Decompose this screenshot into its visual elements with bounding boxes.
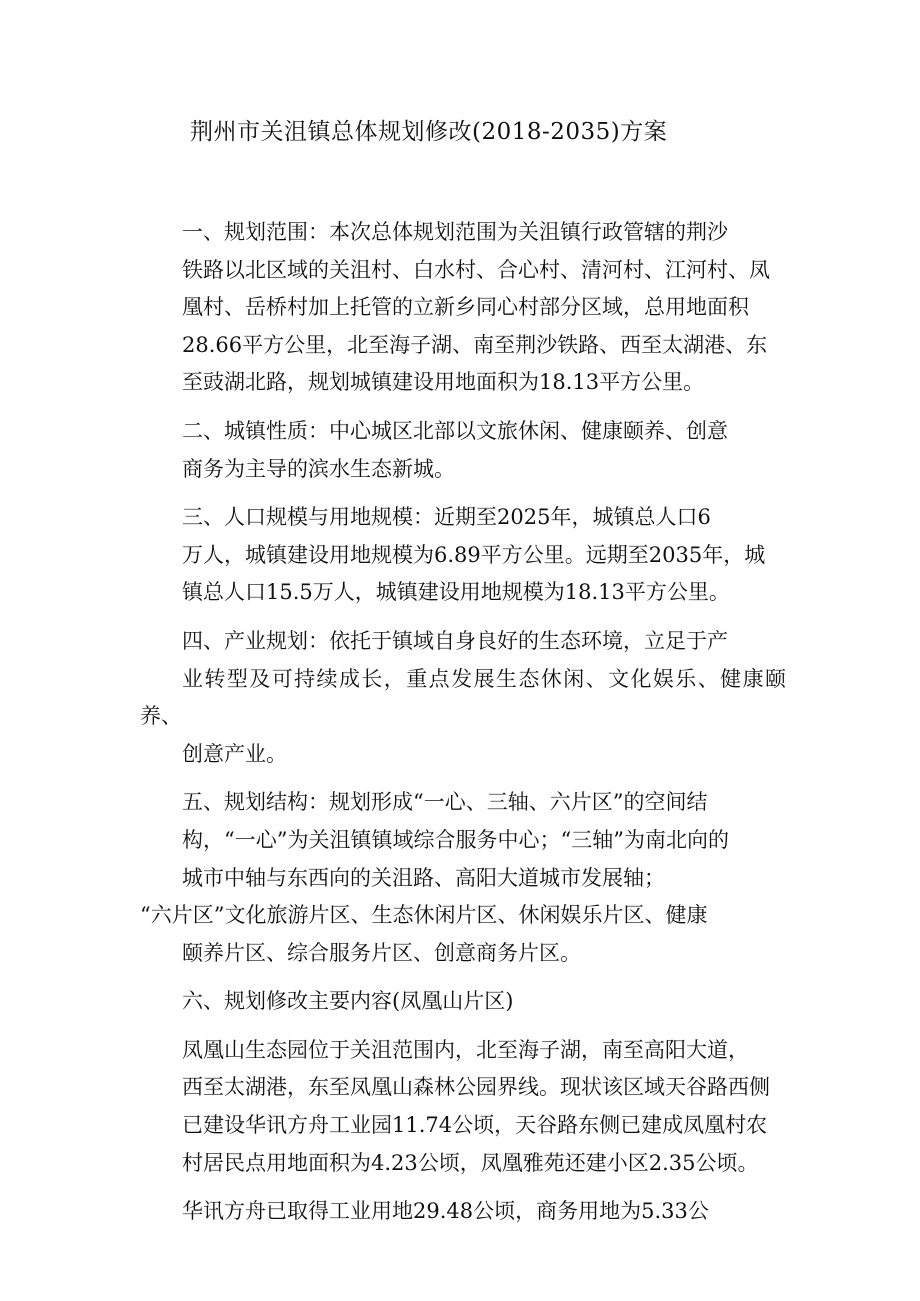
text-line: 城市中轴与东西向的关沮路、高阳大道城市发展轴； [182, 865, 665, 890]
paragraph-planning-structure [140, 784, 786, 972]
paragraph-town-nature [140, 413, 786, 488]
text-line: 四、产业规划：依托于镇域自身良好的生态环境，立足于产 [182, 628, 728, 653]
text-line: 构，“一心”为关沮镇镇域综合服务中心；“三轴”为南北向的 [182, 827, 729, 852]
text-line: 三、人口规模与用地规模：近期至2025年，城镇总人口6 [182, 505, 711, 530]
text-line: “六片区”文化旅游片区、生态休闲片区、休闲娱乐片区、健康 [140, 903, 708, 928]
text-line: 创意产业。 [182, 741, 287, 766]
paragraph-main-modification-heading [140, 983, 786, 1021]
text-line: 商务为主导的滨水生态新城。 [182, 456, 455, 481]
text-line: 至豉湖北路，规划城镇建设用地面积为18.13平方公里。 [182, 370, 705, 395]
text-line: 万人，城镇建设用地规模为6.89平方公里。远期至2035年，城 [182, 542, 766, 567]
paragraph-planning-scope [140, 214, 786, 402]
paragraph-fenghuangshan-eco-park [140, 1032, 786, 1182]
text-line: 凤凰山生态园位于关沮范围内，北至海子湖，南至高阳大道， [182, 1037, 749, 1062]
document-title: 荆州市关沮镇总体规划修改(2018-2035)方案 [190, 119, 668, 145]
paragraph-industry-planning [140, 623, 786, 773]
paragraph-huaxun-land [140, 1193, 786, 1231]
text-line: 一、规划范围：本次总体规划范围为关沮镇行政管辖的荆沙 [182, 220, 728, 244]
document-body [140, 214, 786, 1231]
text-line: 西至太湖港，东至凤凰山森林公园界线。现状该区域天谷路西侧 [182, 1075, 770, 1100]
text-line: 华讯方舟已取得工业用地29.48公顷，商务用地为5.33公 [182, 1199, 709, 1224]
text-line: 已建设华讯方舟工业园11.74公顷，天谷路东侧已建成凤凰村农 [182, 1113, 768, 1138]
text-line: 28.66平方公里，北至海子湖、南至荆沙铁路、西至太湖港、东 [182, 332, 768, 357]
text-line: 镇总人口15.5万人，城镇建设用地规模为18.13平方公里。 [182, 580, 730, 605]
paragraph-population-land-scale [140, 499, 786, 612]
text-line: 铁路以北区域的关沮村、白水村、合心村、清河村、江河村、凤 [182, 257, 770, 282]
text-line: 村居民点用地面积为4.23公顷，凤凰雅苑还建小区2.35公顷。 [182, 1150, 759, 1175]
text-line: 二、城镇性质：中心城区北部以文旅休闲、健康颐养、创意 [182, 418, 728, 443]
text-line: 五、规划结构：规划形成“一心、三轴、六片区”的空间结 [182, 790, 708, 815]
text-line: 六、规划修改主要内容(凤凰山片区) [182, 989, 514, 1014]
text-line: 颐养片区、综合服务片区、创意商务片区。 [182, 940, 581, 965]
text-line: 凰村、岳桥村加上托管的立新乡同心村部分区域，总用地面积 [182, 295, 749, 320]
text-line: 业转型及可持续成长，重点发展生态休闲、文化娱乐、健康颐养、 [140, 666, 786, 729]
